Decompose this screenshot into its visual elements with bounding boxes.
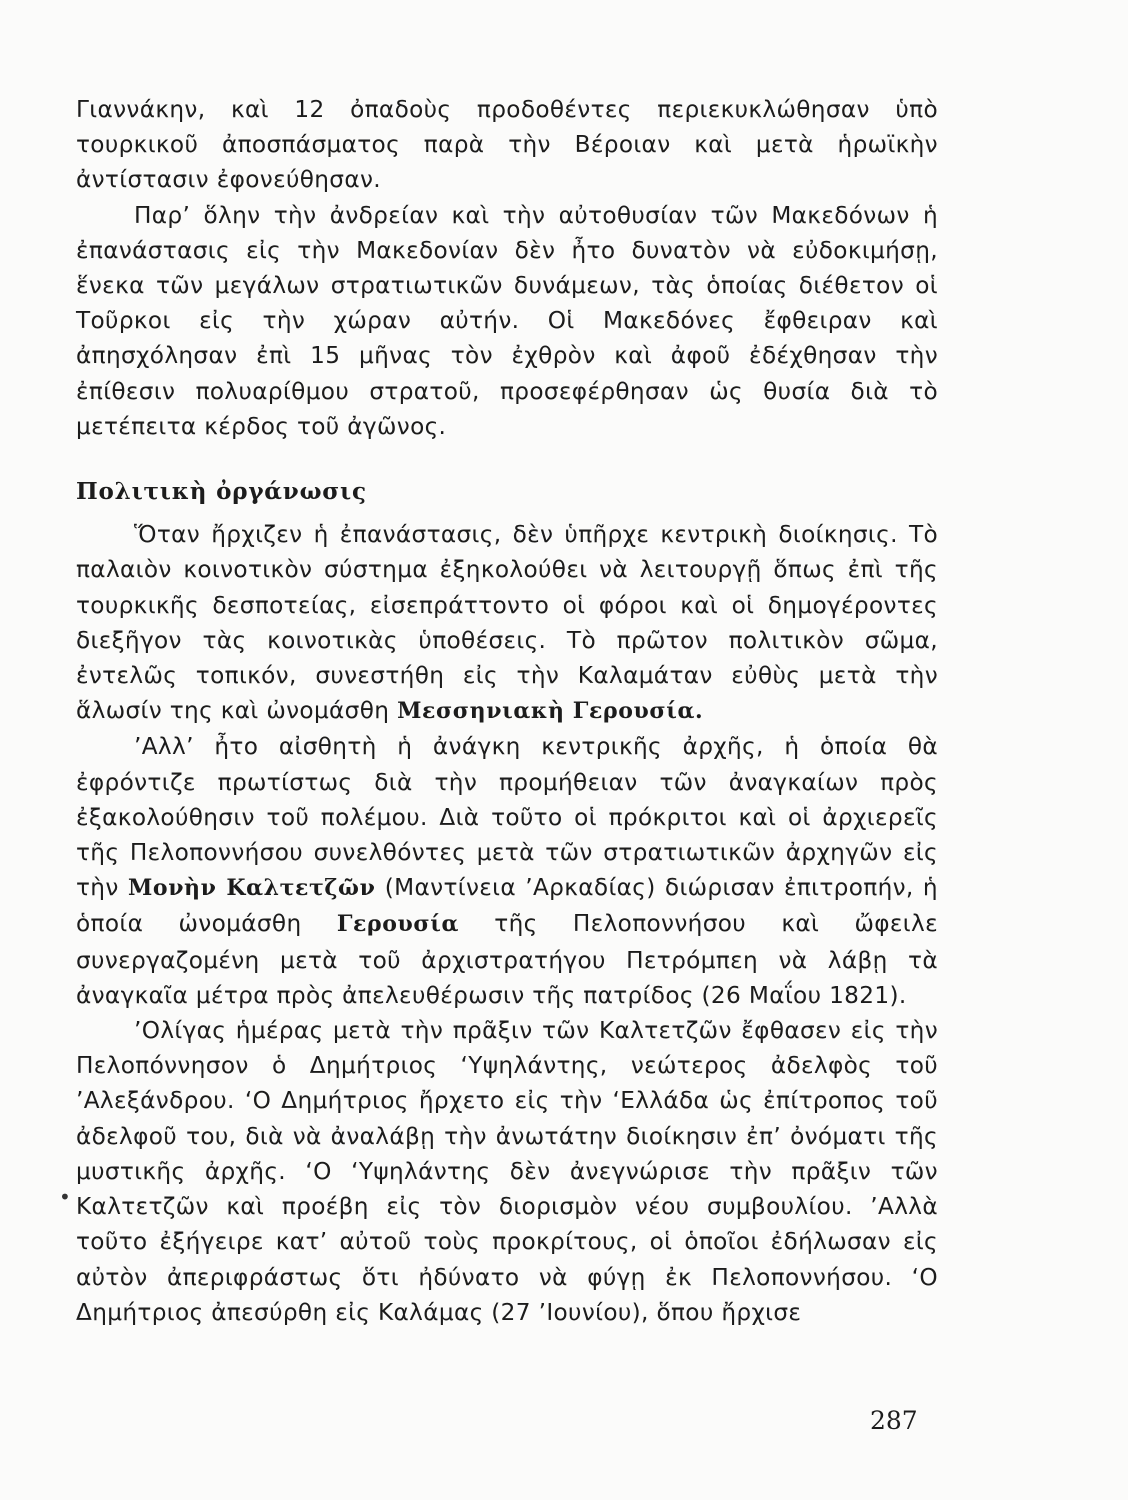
- paragraph-central-authority: [76, 729, 938, 1013]
- paragraph-ypsilantis: ’Ολίγας ἡμέρας μετὰ τὴν πρᾶξιν τῶν Καλτετζῶν ἔφθασεν εἰς τὴν Πελοπόννησον ὁ Δημήτριος ‘Υψηλάντης, νεώτερος ἀδελφὸς τοῦ ’Αλεξάνδρου. ‘Ο Δημήτριος ἤρχετο εἰς τὴν ‘Ελλάδα ὡς ἐπίτροπος τοῦ ἀδελφοῦ του, διὰ νὰ ἀναλάβῃ τὴν ἀνωτάτην διοίκησιν ἐπ’ ὀνόματι τῆς μυστικῆς ἀρχῆς. ‘Ο ‘Υψηλάντης δὲν ἀνεγνώρισε τὴν πρᾶξιν τῶν Καλτετζῶν καὶ προέβη εἰς τὸν διορισμὸν νέου συμβουλίου. ’Αλλὰ τοῦτο ἐξήγειρε κατ’ αὐτοῦ τοὺς προκρίτους, οἱ ὁποῖοι ἐδήλωσαν εἰς αὐτὸν ἀπεριφράστως ὅτι ἠδύνατο νὰ φύγῃ ἐκ Πελοποννήσου. ‘Ο Δημήτριος ἀπεσύρθη εἰς Καλάμας (27 ’Ιουνίου), ὅπου ἤρχισε: [76, 1017, 938, 1326]
- paragraph-macedonia: Παρ’ ὅλην τὴν ἀνδρείαν καὶ τὴν αὐτοθυσίαν τῶν Μακεδόνων ἡ ἐπανάστασις εἰς τὴν Μακεδονίαν δὲν ἦτο δυνατὸν νὰ εὐδοκιμήσῃ, ἕνεκα τῶν μεγάλων στρατιωτικῶν δυνάμεων, τὰς ὁποίας διέθετον οἱ Τοῦρκοι εἰς τὴν χώραν αὐτήν. Οἱ Μακεδόνες ἔφθειραν καὶ ἀπησχόλησαν ἐπὶ 15 μῆνας τὸν ἐχθρὸν καὶ ἀφοῦ ἐδέχθησαν τὴν ἐπίθεσιν πολυαρίθμου στρατοῦ, προσεφέρθησαν ὡς θυσία διὰ τὸ μετέπειτα κέρδος τοῦ ἀγῶνος.: [76, 201, 938, 440]
- paragraph-text: τῆς Πελοποννήσου καὶ ὤφειλε συνεργαζομένη μετὰ τοῦ ἀρχιστρατήγου Πετρόμπεη νὰ λάβῃ τὰ ἀναγκαῖα μέτρα πρὸς ἀπελευθέρωσιν τῆς πατρίδος (26 Μαΐου 1821).: [76, 910, 938, 1009]
- section-heading: Πολιτικὴ ὀργάνωσις: [76, 478, 367, 506]
- body-text: [76, 92, 938, 1330]
- paragraph-continuation: Γιαννάκην, καὶ 12 ὀπαδοὺς προδοθέντες περιεκυκλώθησαν ὑπὸ τουρκικοῦ ἀποσπάσματος παρὰ τὴν Βέροιαν καὶ μετὰ ἡρωϊκὴν ἀντίστασιν ἐφονεύθησαν.: [76, 96, 938, 194]
- paragraph-text: ’Αλλ’ ἦτο αἰσθητὴ ἡ ἀνάγκη κεντρικῆς ἀρχῆς, ἡ ὁποία θὰ ἐφρόντιζε πρωτίστως διὰ τὴν προμήθειαν τῶν ἀναγκαίων πρὸς ἐξακολούθησιν τοῦ πολέμου. Διὰ τοῦτο οἱ πρόκριτοι καὶ οἱ ἀρχιερεῖς τῆς Πελοποννήσου συνελθόντες μετὰ τῶν στρατιωτικῶν ἀρχηγῶν εἰς τὴν: [76, 733, 938, 902]
- bold-term-messenian-senate: Μεσσηνιακὴ Γερουσία.: [397, 698, 704, 725]
- paragraph-text: (Μαντίνεια ’Αρκαδίας) διώρισαν ἐπιτροπήν, ἡ ὁποία ὠνομάσθη: [76, 874, 938, 938]
- bold-term-kaltetzon-monastery: Μονὴν Καλτετζῶν: [127, 875, 376, 902]
- margin-mark: •: [59, 1185, 71, 1209]
- paragraph-text: Ὅταν ἤρχιζεν ἡ ἐπανάστασις, δὲν ὑπῆρχε κεντρικὴ διοίκησις. Τὸ παλαιὸν κοινοτικὸν σύστημα ἐξηκολούθει νὰ λειτουργῇ ὅπως ἐπὶ τῆς τουρκικῆς δεσποτείας, εἰσεπράττοντο οἱ φόροι καὶ οἱ δημογέροντες διεξῆγον τὰς κοινοτικὰς ὑποθέσεις. Τὸ πρῶτον πολιτικὸν σῶμα, ἐντελῶς τοπικόν, συνεστήθη εἰς τὴν Καλαμάταν εὐθὺς μετὰ τὴν ἅλωσίν της καὶ ὠνομάσθη: [76, 521, 938, 725]
- paragraph-political-organization: [76, 517, 938, 729]
- bold-term-senate: Γερουσία: [336, 911, 459, 938]
- page-number: 287: [870, 1406, 918, 1435]
